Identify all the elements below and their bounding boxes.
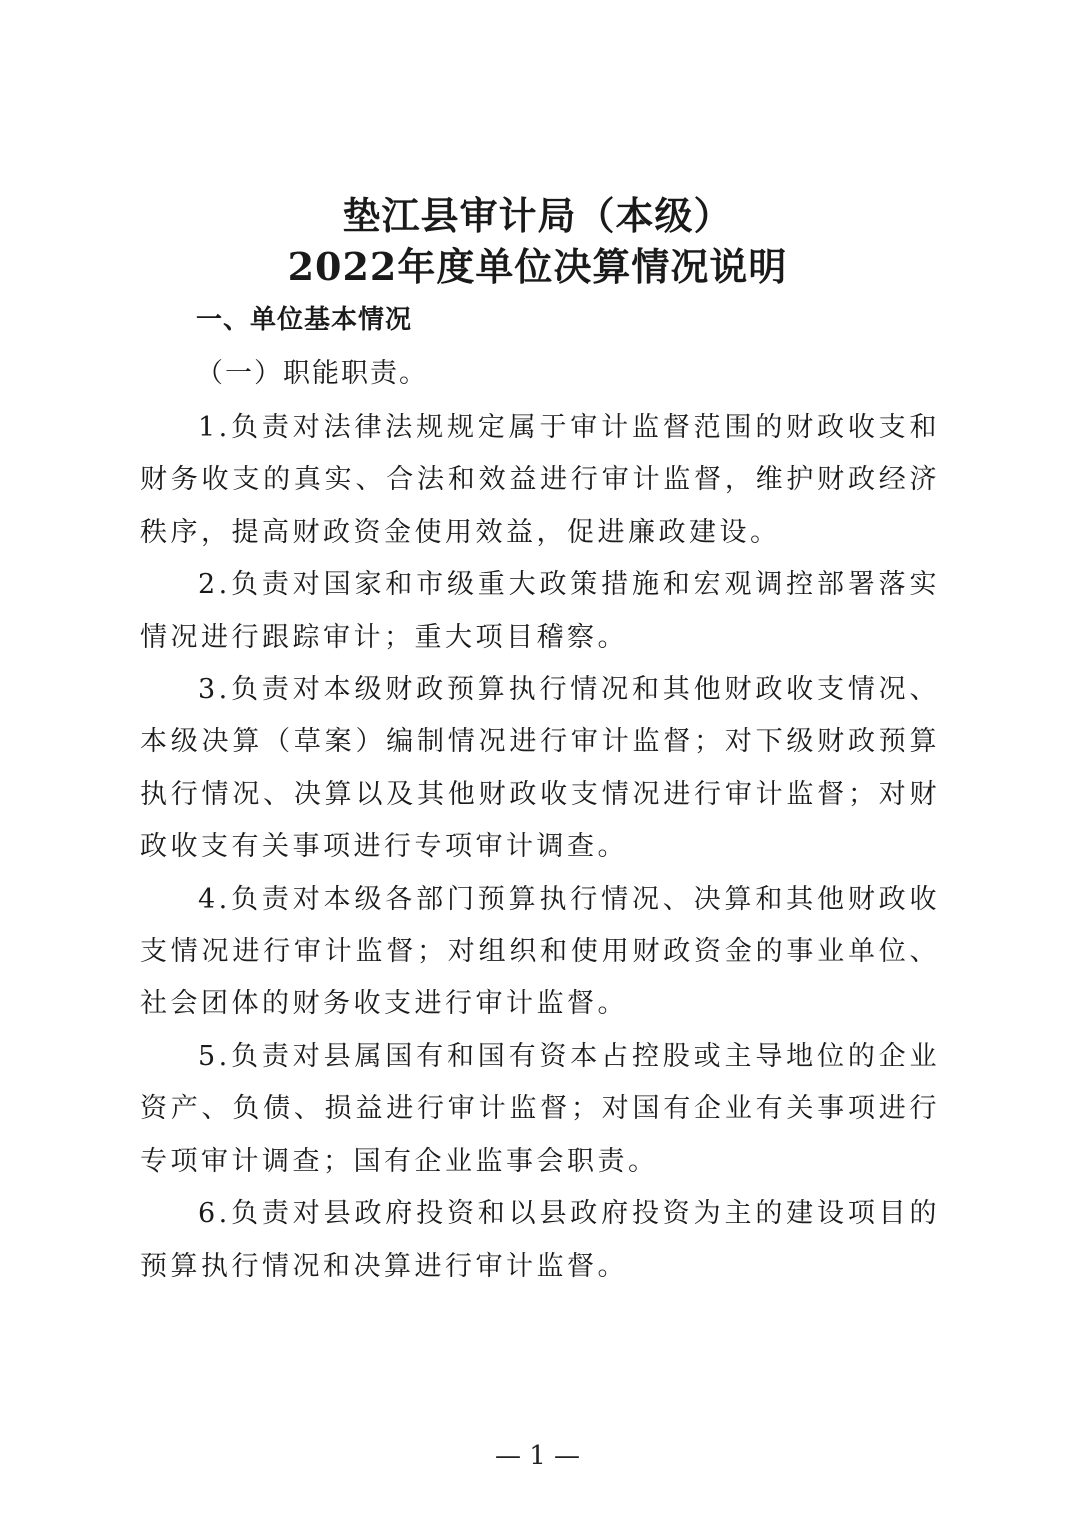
section-heading: 一、单位基本情况 (196, 305, 413, 335)
document-title-line1: 垫江县审计局（本级） (342, 193, 733, 238)
page-number: — 1 — (494, 1441, 581, 1471)
duty-paragraph-5: 5.负责对县属国有和国有资本占控股或主导地位的企业资产、负债、损益进行审计监督；对国有企业有关事项进行专项审计调查；国有企业监事会职责。 (140, 1040, 940, 1177)
document-body (140, 402, 940, 1293)
duty-paragraph-6: 6.负责对县政府投资和以县政府投资为主的建设项目的预算执行情况和决算进行审计监督。 (140, 1198, 940, 1282)
duty-paragraph-3: 3.负责对本级财政预算执行情况和其他财政收支情况、本级决算（草案）编制情况进行审计监督；对下级财政预算执行情况、决算以及其他财政收支情况进行审计监督；对财政收支有关事项进行专项审计调查。 (140, 674, 940, 863)
document-title-line2: 2022年度单位决算情况说明 (287, 244, 788, 289)
duty-paragraph-4: 4.负责对本级各部门预算执行情况、决算和其他财政收支情况进行审计监督；对组织和使用财政资金的事业单位、社会团体的财务收支进行审计监督。 (140, 883, 940, 1020)
duty-paragraph-2: 2.负责对国家和市级重大政策措施和宏观调控部署落实情况进行跟踪审计；重大项目稽察。 (140, 569, 940, 653)
duty-paragraph-1: 1.负责对法律法规规定属于审计监督范围的财政收支和财务收支的真实、合法和效益进行审计监督，维护财政经济秩序，提高财政资金使用效益，促进廉政建设。 (140, 412, 940, 548)
subsection-heading: （一）职能职责。 (196, 358, 428, 389)
